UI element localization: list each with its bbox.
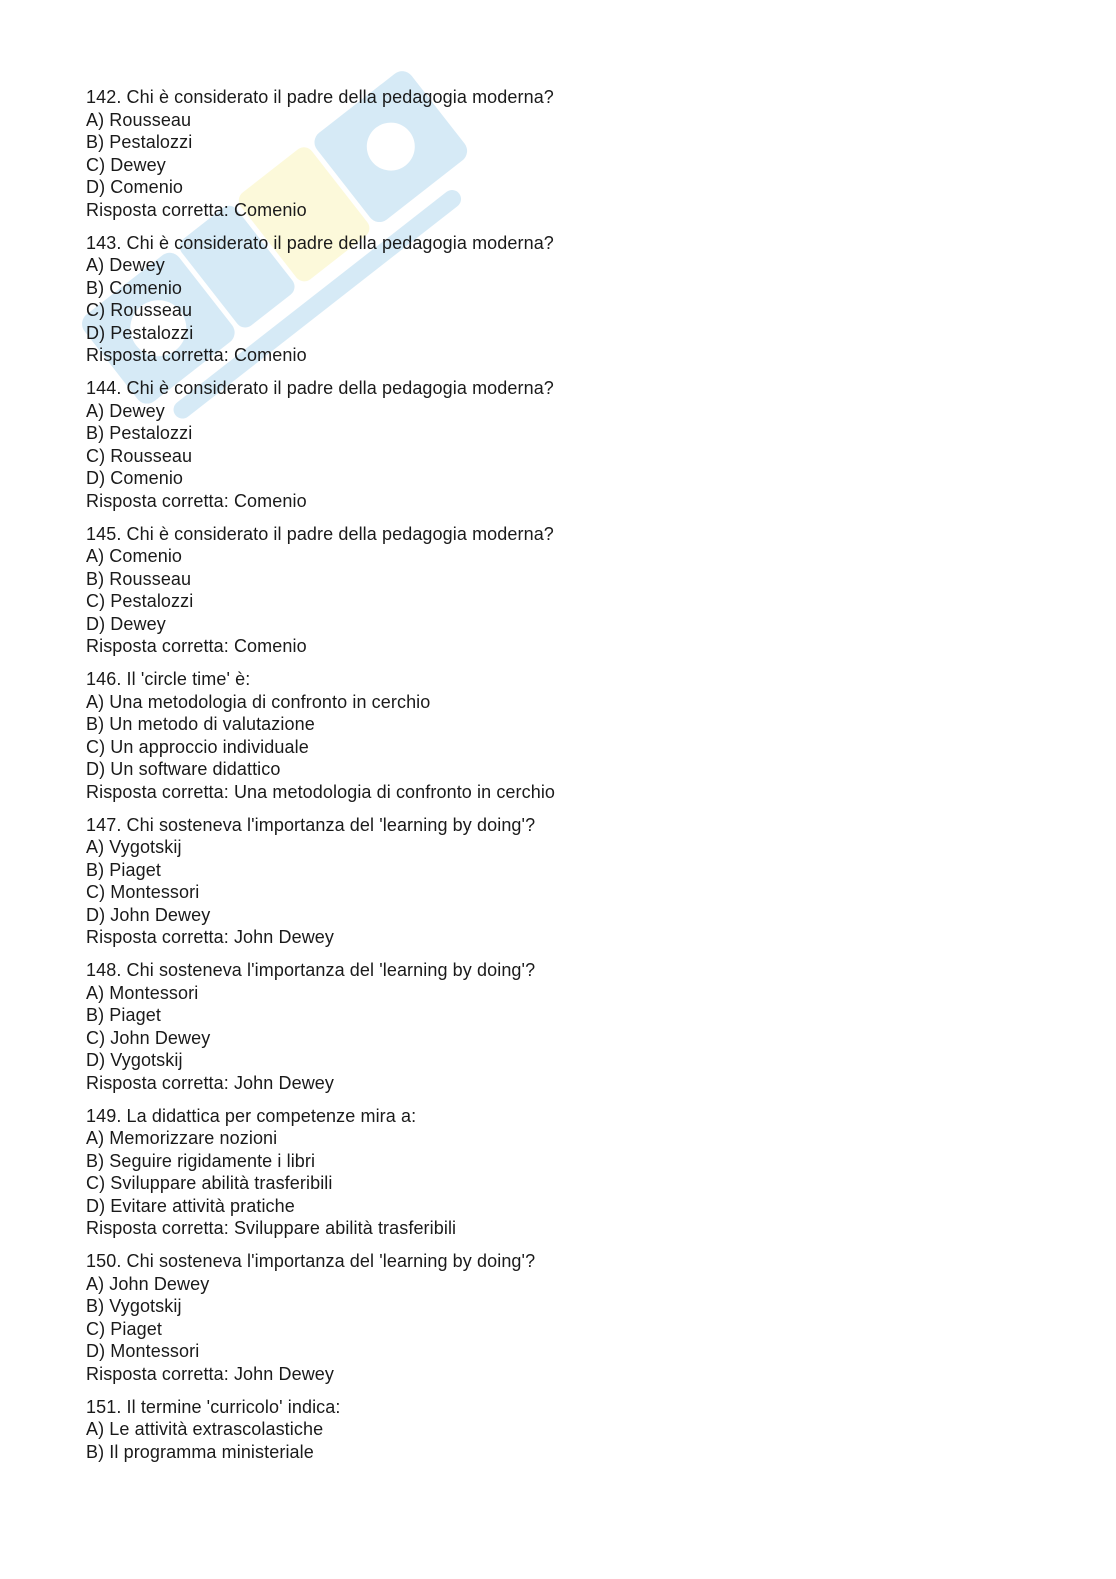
question-block [86,232,986,367]
answer-option: A) Memorizzare nozioni [86,1128,278,1148]
answer-option: A) Comenio [86,546,183,566]
answer-option: B) Rousseau [86,568,192,589]
answer-option: A) Vygotskij [86,837,182,857]
answer-option: B) Piaget [86,859,161,880]
correct-answer: Risposta corretta: Una metodologia di confronto in cerchio [86,781,556,802]
answer-option: A) Rousseau [86,109,192,130]
answer-option: C) Un approccio individuale [86,736,309,757]
correct-answer: Risposta corretta: John Dewey [86,1363,335,1384]
answer-option: B) Un metodo di valutazione [86,714,315,734]
question-block [86,1396,986,1464]
answer-option: B) Vygotskij [86,1296,182,1316]
question-block [86,1250,986,1385]
question-stem: 146. Il 'circle time' è: [86,669,251,689]
question-stem: 144. Chi è considerato il padre della pedagogia moderna? [86,378,554,398]
correct-answer: Risposta corretta: Comenio [86,345,307,365]
answer-option: A) John Dewey [86,1273,210,1294]
answer-option: A) Dewey [86,400,165,421]
answer-option: C) Montessori [86,882,200,902]
answer-option: A) Le attività extrascolastiche [86,1419,324,1439]
question-stem: 150. Chi sosteneva l'importanza del 'learning by doing'? [86,1251,536,1271]
answer-option: D) Evitare attività pratiche [86,1195,295,1216]
answer-option: A) Una metodologia di confronto in cerchio [86,691,431,712]
answer-option: B) Piaget [86,1005,161,1025]
question-block [86,1105,986,1240]
answer-option: C) Sviluppare abilità trasferibili [86,1173,333,1193]
answer-option: C) Rousseau [86,300,193,320]
correct-answer: Risposta corretta: John Dewey [86,927,335,947]
question-block [86,377,986,512]
answer-option: D) Montessori [86,1341,200,1361]
answer-option: A) Montessori [86,982,199,1003]
answer-option: C) John Dewey [86,1027,211,1048]
question-stem: 145. Chi è considerato il padre della pedagogia moderna? [86,523,554,544]
answer-option: D) Dewey [86,613,166,634]
answer-option: C) Dewey [86,154,166,175]
answer-option: D) Comenio [86,177,184,197]
question-block [86,523,986,658]
answer-option: D) Un software didattico [86,759,281,779]
answer-option: B) Il programma ministeriale [86,1441,314,1462]
answer-option: C) Pestalozzi [86,591,194,611]
answer-option: B) Comenio [86,277,183,298]
question-stem: 142. Chi è considerato il padre della pedagogia moderna? [86,87,554,107]
answer-option: D) Comenio [86,468,184,488]
correct-answer: Risposta corretta: Comenio [86,199,307,220]
answer-option: D) Pestalozzi [86,322,194,343]
answer-option: B) Seguire rigidamente i libri [86,1150,316,1171]
correct-answer: Risposta corretta: Comenio [86,490,307,511]
question-stem: 147. Chi sosteneva l'importanza del 'learning by doing'? [86,814,536,835]
question-block [86,959,986,1094]
answer-option: D) Vygotskij [86,1050,183,1070]
answer-option: D) John Dewey [86,904,211,925]
question-stem: 143. Chi è considerato il padre della pedagogia moderna? [86,232,554,253]
question-stem: 151. Il termine 'curricolo' indica: [86,1396,341,1417]
question-block [86,668,986,803]
answer-option: C) Rousseau [86,445,193,466]
correct-answer: Risposta corretta: John Dewey [86,1072,335,1093]
answer-option: B) Pestalozzi [86,132,193,152]
answer-option: B) Pestalozzi [86,423,193,443]
question-stem: 148. Chi sosteneva l'importanza del 'learning by doing'? [86,960,536,980]
correct-answer: Risposta corretta: Comenio [86,636,307,656]
document-body [86,86,986,1474]
correct-answer: Risposta corretta: Sviluppare abilità trasferibili [86,1218,457,1238]
question-block [86,814,986,949]
answer-option: C) Piaget [86,1318,162,1339]
question-block [86,86,986,221]
question-stem: 149. La didattica per competenze mira a: [86,1105,417,1126]
answer-option: A) Dewey [86,255,165,275]
